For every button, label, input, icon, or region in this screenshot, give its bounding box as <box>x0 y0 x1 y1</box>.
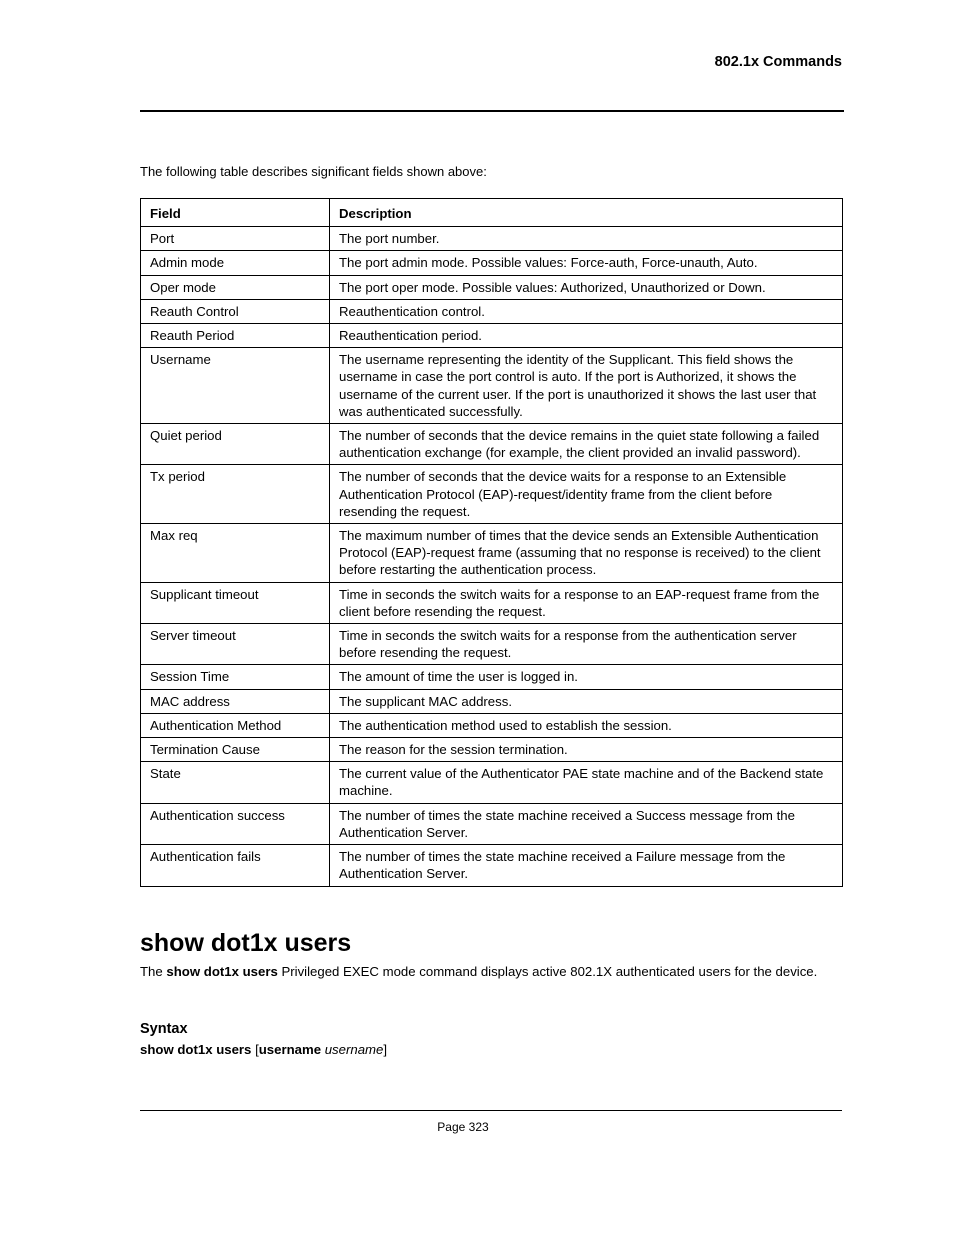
section-description <box>140 963 830 981</box>
table-row <box>141 348 843 424</box>
description-cell: The port number. <box>330 227 843 251</box>
table-row <box>141 762 843 803</box>
field-cell: Authentication fails <box>141 845 330 886</box>
description-cell: The number of seconds that the device remains in the quiet state following a failed authentication exchange (for example, the client provided an invalid password). <box>330 424 843 465</box>
desc-rest: Privileged EXEC mode command displays active 802.1X authenticated users for the device. <box>277 964 818 979</box>
field-cell: Admin mode <box>141 251 330 275</box>
table-row <box>141 803 843 844</box>
field-cell: MAC address <box>141 689 330 713</box>
table-row <box>141 275 843 299</box>
table-row <box>141 524 843 583</box>
field-cell: Username <box>141 348 330 424</box>
field-cell: Tx period <box>141 465 330 524</box>
description-cell: The authentication method used to establish the session. <box>330 713 843 737</box>
description-cell: Reauthentication period. <box>330 324 843 348</box>
description-cell: The port admin mode. Possible values: Force-auth, Force-unauth, Auto. <box>330 251 843 275</box>
desc-prefix: The <box>140 964 167 979</box>
table-header-row <box>141 199 843 227</box>
table-row <box>141 713 843 737</box>
table-row <box>141 689 843 713</box>
description-cell: The port oper mode. Possible values: Authorized, Unauthorized or Down. <box>330 275 843 299</box>
syntax-keyword: username <box>258 1042 322 1057</box>
table-row <box>141 251 843 275</box>
field-cell: Supplicant timeout <box>141 582 330 623</box>
syntax-heading: Syntax <box>140 1021 188 1037</box>
field-cell: Authentication Method <box>141 713 330 737</box>
desc-command: show dot1x users <box>166 964 278 979</box>
table-row <box>141 227 843 251</box>
field-cell: Reauth Period <box>141 324 330 348</box>
table-row <box>141 582 843 623</box>
table-row <box>141 424 843 465</box>
syntax-close-bracket: ] <box>383 1042 388 1057</box>
running-header: 802.1x Commands <box>714 54 842 70</box>
description-cell: The maximum number of times that the device sends an Extensible Authentication Protocol (EAP)-request frame (assuming that no response is received) to the client before restarting the authentication process. <box>330 524 843 583</box>
table-row <box>141 299 843 323</box>
table-row <box>141 324 843 348</box>
table-row <box>141 738 843 762</box>
footer-rule <box>140 1110 842 1111</box>
field-cell: Session Time <box>141 665 330 689</box>
description-cell: Time in seconds the switch waits for a response from the authentication server before resending the request. <box>330 624 843 665</box>
table-row <box>141 465 843 524</box>
fields-table <box>140 198 843 887</box>
field-cell: Termination Cause <box>141 738 330 762</box>
description-cell: The supplicant MAC address. <box>330 689 843 713</box>
syntax-command: show dot1x users <box>140 1042 252 1057</box>
page-number: Page 323 <box>437 1120 489 1134</box>
description-cell: Time in seconds the switch waits for a response to an EAP-request frame from the client before resending the request. <box>330 582 843 623</box>
description-cell: The number of times the state machine received a Success message from the Authentication Server. <box>330 803 843 844</box>
field-cell: Max req <box>141 524 330 583</box>
table-row <box>141 845 843 886</box>
intro-text: The following table describes significant fields shown above: <box>140 164 487 179</box>
syntax-line <box>140 1042 387 1057</box>
field-cell: Port <box>141 227 330 251</box>
section-title: show dot1x users <box>140 929 352 957</box>
description-cell: The number of times the state machine received a Failure message from the Authentication Server. <box>330 845 843 886</box>
description-cell: The amount of time the user is logged in. <box>330 665 843 689</box>
description-cell: The current value of the Authenticator PAE state machine and of the Backend state machine. <box>330 762 843 803</box>
description-cell: Reauthentication control. <box>330 299 843 323</box>
syntax-open-bracket: [ <box>251 1042 259 1057</box>
table-row <box>141 665 843 689</box>
field-cell: Quiet period <box>141 424 330 465</box>
field-cell: Authentication success <box>141 803 330 844</box>
header-rule <box>140 110 844 112</box>
table-body <box>141 227 843 886</box>
field-cell: Oper mode <box>141 275 330 299</box>
field-cell: State <box>141 762 330 803</box>
column-header-field: Field <box>141 199 330 227</box>
column-header-description: Description <box>330 199 843 227</box>
field-cell: Reauth Control <box>141 299 330 323</box>
syntax-param: username <box>324 1042 384 1057</box>
description-cell: The username representing the identity of the Supplicant. This field shows the username in case the port control is auto. If the port is Authorized, it shows the username of the current user. If the port is unauthorized it shows the last user that was authenticated successfully. <box>330 348 843 424</box>
description-cell: The number of seconds that the device waits for a response to an Extensible Authentication Protocol (EAP)-request/identity frame from the client before resending the request. <box>330 465 843 524</box>
field-cell: Server timeout <box>141 624 330 665</box>
description-cell: The reason for the session termination. <box>330 738 843 762</box>
table-row <box>141 624 843 665</box>
